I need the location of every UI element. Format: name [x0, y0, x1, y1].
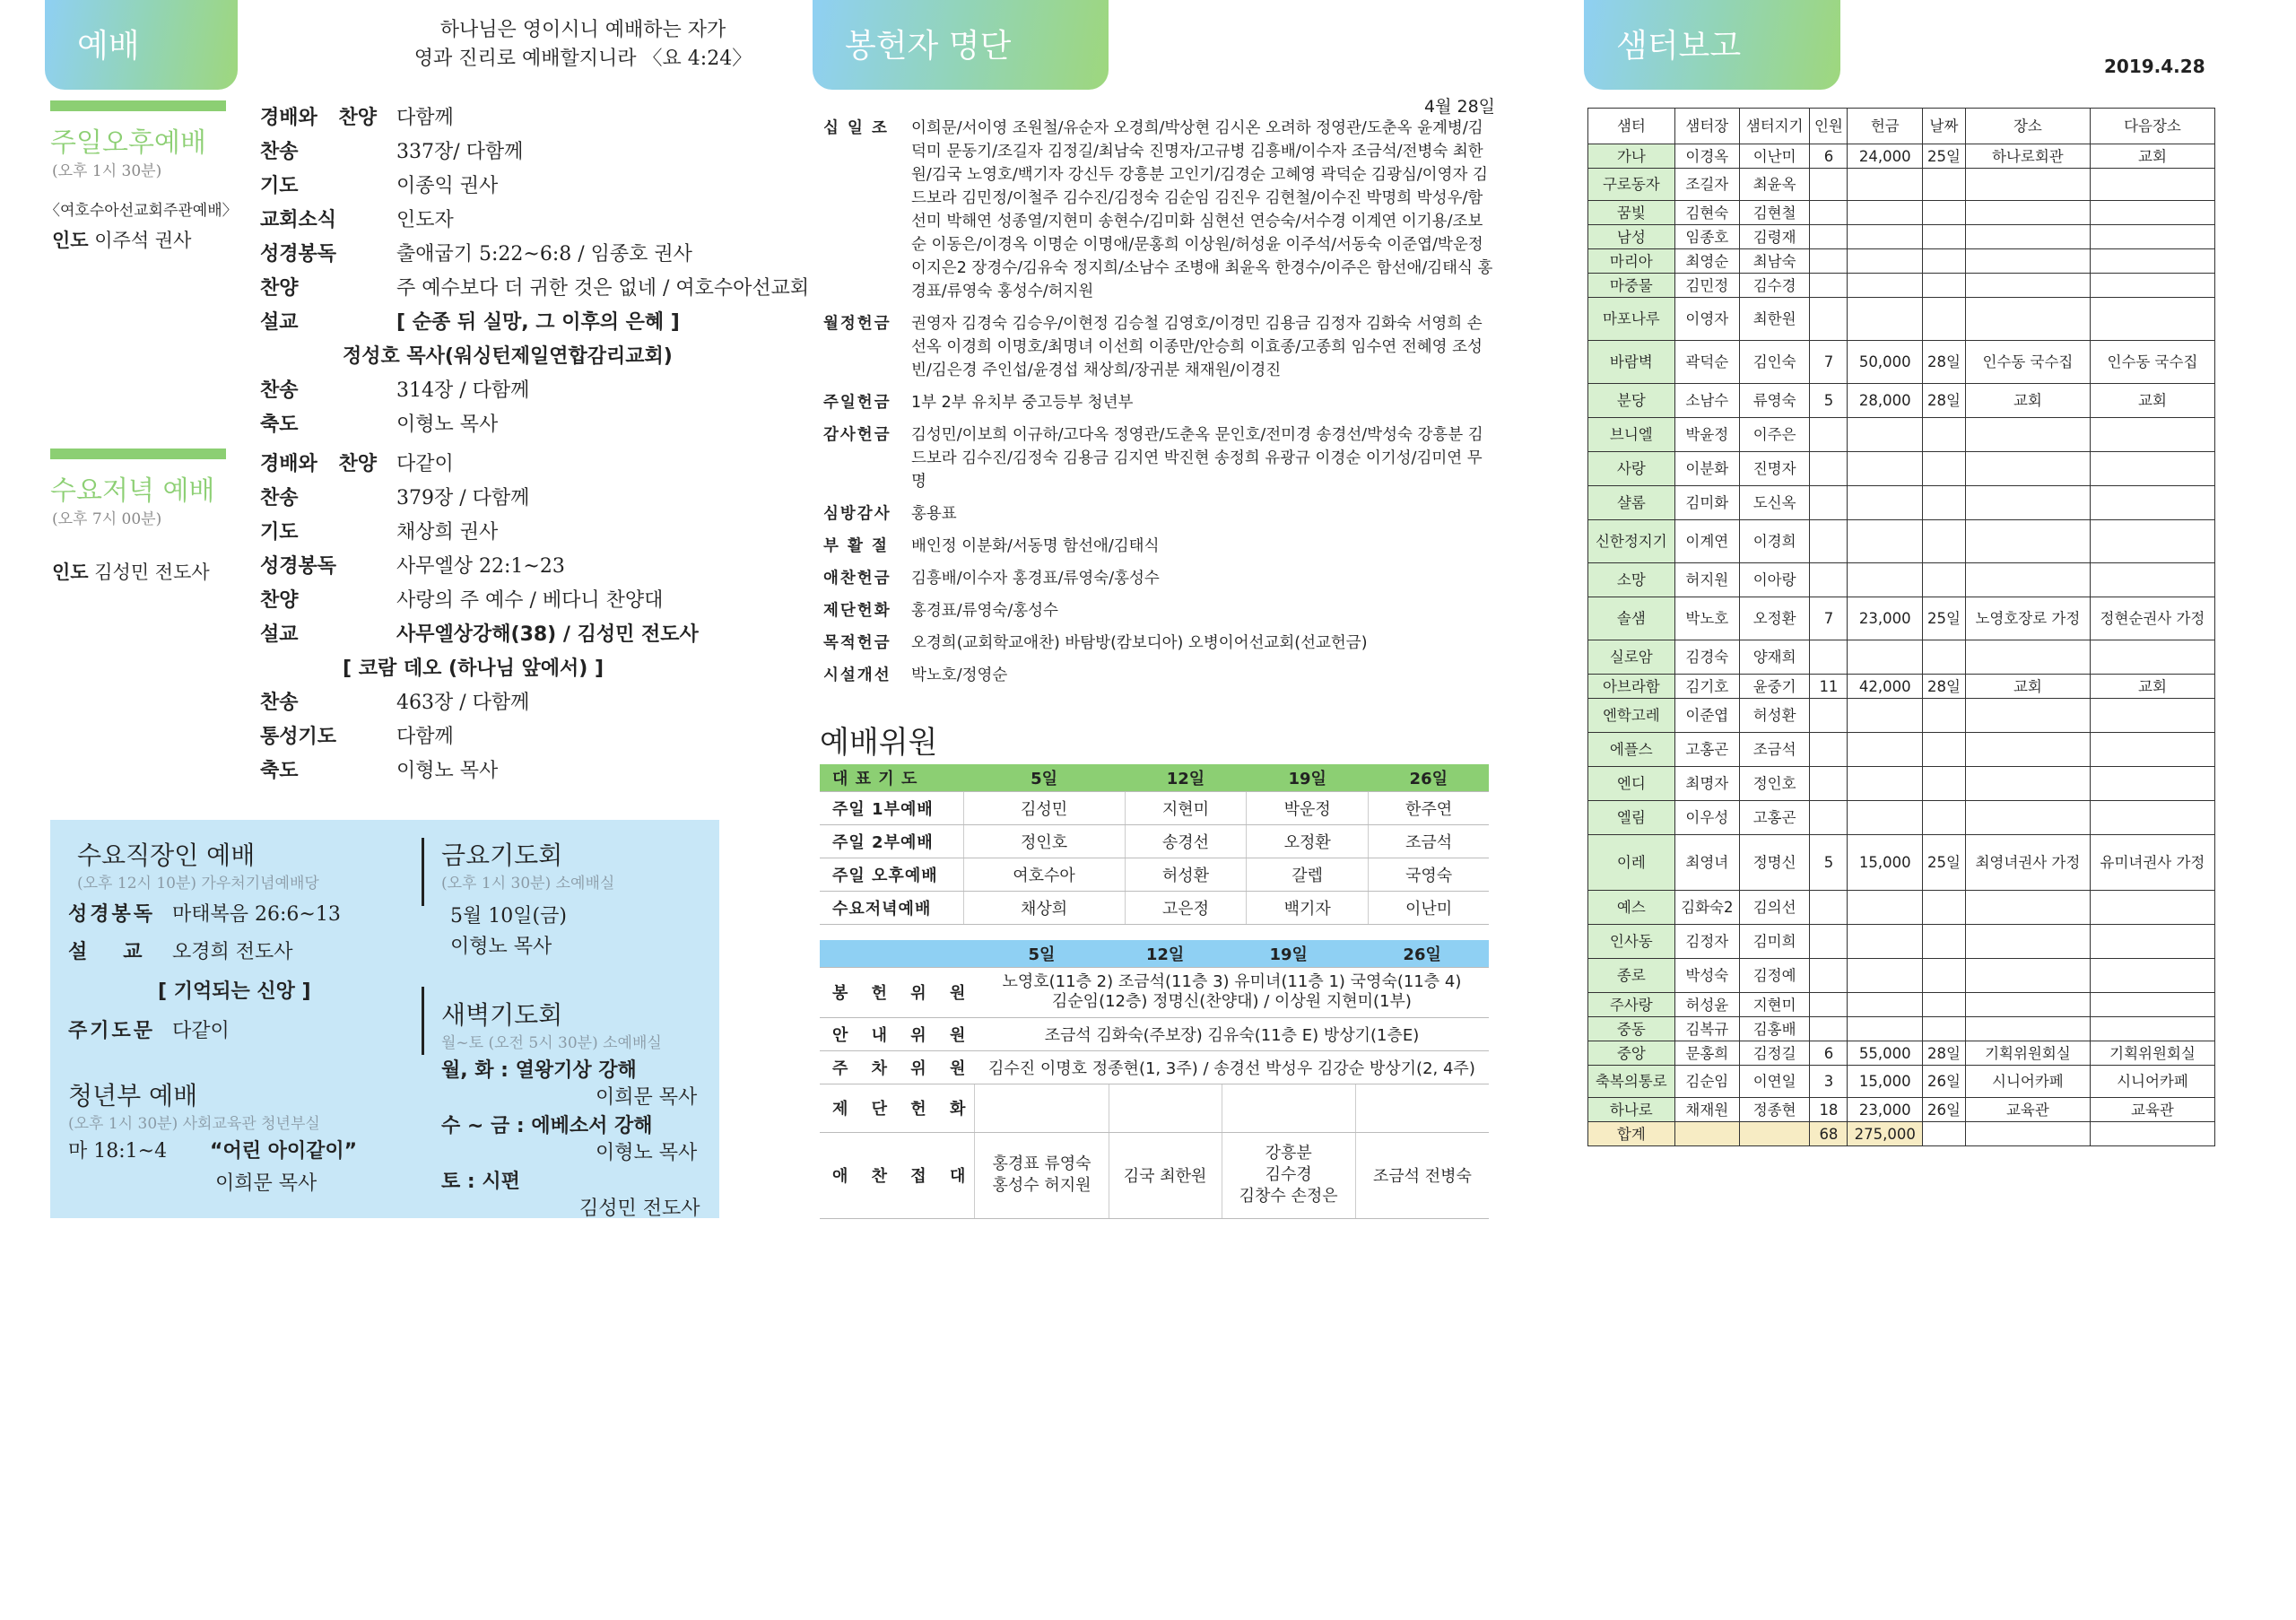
order-row [260, 649, 699, 684]
total-row: 합계 68 275,000 [1588, 1122, 2215, 1146]
table-row: 남성 임종호 김령재 [1588, 225, 2215, 249]
wed-work-title: 수요직장인 예배 [77, 840, 256, 870]
order-row [260, 684, 699, 718]
table-row: 하나로 채재원 정종현 18 23,000 26일 교육관 교육관 [1588, 1098, 2215, 1122]
order-row [260, 269, 809, 303]
table-row: 안 내 위 원 조금석 김화숙(주보장) 김유숙(11층 E) 방상기(1층E) [820, 1017, 1489, 1050]
order-value: [ 코람 데오 (하나님 앞에서) ] [343, 657, 604, 680]
offering-row: 제단헌화 홍경표/류영숙/홍성수 [823, 602, 1058, 620]
dawn-line-1-preacher: 이희문 목사 [596, 1086, 698, 1109]
dawn-line-3: 토 : 시편 [441, 1171, 520, 1193]
report-date: 2019.4.28 [2104, 56, 2205, 77]
order-value: 출애굽기 5:22~6:8 / 임종호 권사 [396, 242, 692, 266]
tab-servers: 봉헌자 명단 [813, 0, 1109, 90]
dawn-title: 새벽기도회 [441, 1000, 563, 1030]
order-value: 이종익 권사 [396, 174, 499, 197]
order-value: 463장 / 다함께 [396, 691, 530, 714]
order-label: 통성기도 [260, 725, 337, 748]
order-value: 사무엘상 22:1~23 [396, 554, 565, 578]
prayer-table [820, 764, 1489, 925]
order-value: 337장/ 다함께 [396, 140, 524, 163]
order-label: 찬송 [260, 140, 299, 163]
order-value: 주 예수보다 더 귀한 것은 없네 / 여호수아선교회 [396, 276, 810, 300]
table-row: 마리아 최영순 최남숙 [1588, 249, 2215, 274]
table-row: 주 차 위 원 김수진 이명호 정종현(1, 3주) / 송경선 박성우 김강순 방상기(2, 4주) [820, 1050, 1489, 1084]
table-row: 실로암 김경숙 양재희 [1588, 640, 2215, 675]
dawn-line-2-preacher: 이형노 목사 [596, 1142, 698, 1164]
duty-table [820, 940, 1489, 1219]
table-row: 주일 1부예배 김성민 지현미 박운정 한주연 [820, 791, 1489, 824]
wed-pm-order [260, 445, 699, 786]
offering-row: 부 활 절 배인정 이분화/서동명 함선애/김태식 [823, 537, 1160, 555]
table-row: 수요저녁예배 채상희 고은정 백기자 이난미 [820, 891, 1489, 924]
table-row: 브니엘 박윤정 이주은 [1588, 418, 2215, 452]
order-label: 찬양 [260, 588, 299, 612]
wed-work-theme: [ 기억되는 신앙 ] [158, 980, 311, 1003]
table-row: 꿈빛 김현숙 김현철 [1588, 201, 2215, 225]
order-label: 축도 [260, 413, 299, 436]
dawn-line-1: 월, 화 : 열왕기상 강해 [441, 1059, 637, 1082]
sunday-pm-order [260, 99, 809, 440]
order-label: 교회소식 [260, 208, 337, 231]
table-row: 엘림 이우성 고홍곤 [1588, 801, 2215, 835]
table-row: 분당 소남수 류영숙 5 28,000 28일 교회 교회 [1588, 384, 2215, 418]
offer-line-2: 김순임(12층) 정명신(찬양대) / 이상원 지현미(1부) [1051, 992, 1412, 1011]
dawn-line-3-preacher: 김성민 전도사 [579, 1198, 700, 1220]
green-bar [50, 449, 226, 459]
wed-work-prayer: 주기도문 다같이 [68, 1020, 230, 1042]
order-row [260, 581, 699, 615]
order-value: 379장 / 다함께 [396, 486, 530, 510]
order-row [260, 615, 699, 649]
table-row: 엔디 최명자 정인호 [1588, 767, 2215, 801]
table-row: 마중물 김민정 김수경 [1588, 274, 2215, 298]
order-value: 다함께 [396, 725, 454, 748]
prayer-table-header: 대 표 기 도 5일 12일 19일 26일 [820, 764, 1489, 791]
committee-title: 예배위원 [820, 725, 938, 761]
table-row: 종로 박성숙 김정예 [1588, 959, 2215, 993]
sunday-pm-note: 〈여호수아선교회주관예배〉 [45, 202, 238, 220]
report-table-header: 샘터 샘터장 샘터지기 인원 헌금 날짜 장소 다음장소 [1588, 109, 2215, 144]
offering-row: 애찬헌금 김흥배/이수자 홍경표/류영숙/홍성수 [823, 570, 1160, 588]
offering-row: 목적헌금 오경희(교회학교애찬) 바탐방(캄보디아) 오병이어선교회(선교헌금) [823, 634, 1368, 652]
order-row [260, 405, 809, 440]
table-row: 이레 최영녀 정명신 5 15,000 25일 최영녀권사 가정 유미녀권사 가정 [1588, 835, 2215, 891]
order-label: 기도 [260, 174, 299, 197]
youth-preacher: 이희문 목사 [215, 1172, 317, 1195]
order-label: 축도 [260, 759, 299, 782]
divider [422, 987, 424, 1055]
offering-row: 십 일 조 이희문/서이영 조원철/유순자 오경희/박상현 김시온 오려하 정영관/도춘옥 윤계병/김덕미 문동기/조길자 김정길/최남숙 진명자/고규병 김흥배/이수자 조금석/전병숙 최한원/김국 노영호/백기자 강신두 강흥분 고인기/김경순 고혜영 곽덕순 김광심/이영자 김드보라 김민정/이철주 김수진/김정숙 김순임 김진우 김현철/이수진 박명희 박성우/함선미 박해연 성종열/지현미 송현수/김미화 심현선 연승숙/서수경 이계연 이기용/조보순 이동은/이경옥 이명순 이명애/문홍희 이상원/허성윤 이주석/서동숙 이준엽/박운정 이지은2 장경수/김유숙 정지희/소남수 조병애 최윤옥 한경수/이주은 함선애/김태식 홍경표/류영숙 홍성수/허지원 [823, 119, 1493, 300]
order-label: 찬송 [260, 691, 299, 714]
youth-title: 청년부 예배 [68, 1081, 198, 1110]
order-label: 성경봉독 [260, 242, 337, 266]
table-row: 사랑 이분화 진명자 [1588, 452, 2215, 486]
order-value: [ 순종 뒤 실망, 그 이후의 은혜 ] [396, 310, 680, 334]
order-row [260, 167, 809, 201]
table-row: 중동 김복규 김홍배 [1588, 1017, 2215, 1041]
order-value: 인도자 [396, 208, 454, 231]
offering-row: 시설개선 박노호/정영순 [823, 666, 1008, 684]
order-row [260, 371, 809, 405]
offer-line-1: 노영호(11층 2) 조금석(11층 3) 유미녀(11층 1) 국영숙(11층 4) [1002, 972, 1462, 991]
table-row: 애 찬 접 대 홍경표 류영숙 홍성수 허지원 김국 최한원 강흥분 김수경 김창수 손정은 조금석 전병숙 [820, 1132, 1489, 1218]
wed-pm-time: (오후 7시 00분) [52, 510, 162, 528]
order-row [260, 235, 809, 269]
wed-work-reading: 성경봉독 마태복음 26:6~13 [68, 903, 341, 926]
order-value: 다함께 [396, 106, 454, 129]
order-value: 사랑의 주 예수 / 베다니 찬양대 [396, 588, 664, 612]
order-row [260, 513, 699, 547]
order-row [260, 133, 809, 167]
order-row [260, 718, 699, 752]
table-row: 아브라함 김기호 윤중기 11 42,000 28일 교회 교회 [1588, 675, 2215, 699]
order-label: 찬송 [260, 379, 299, 402]
table-row: 구로동자 조길자 최윤옥 [1588, 169, 2215, 201]
order-value: 정성호 목사(워싱턴제일연합감리교회) [343, 344, 673, 368]
table-row: 마포나루 이영자 최한원 [1588, 298, 2215, 341]
usher-cell: 조금석 김화숙(주보장) 김유숙(11층 E) 방상기(1층E) [975, 1017, 1489, 1050]
order-label: 경배와 찬양 [260, 452, 377, 475]
table-row: 소망 허지원 이아랑 [1588, 563, 2215, 597]
order-label: 찬양 [260, 276, 299, 300]
order-row [260, 99, 809, 133]
order-label: 성경봉독 [260, 554, 337, 578]
dawn-time: 월~토 (오전 5시 30분) 소예배실 [441, 1034, 662, 1052]
table-row: 가나 이경옥 이난미 6 24,000 25일 하나로회관 교회 [1588, 144, 2215, 169]
youth-time: (오후 1시 30분) 사회교육관 청년부실 [68, 1115, 320, 1133]
sunday-pm-time: (오후 1시 30분) [52, 162, 162, 180]
table-row: 인사동 김정자 김미희 [1588, 925, 2215, 959]
table-row: 엔학고레 이준엽 허성환 [1588, 699, 2215, 733]
order-row [260, 445, 699, 479]
order-value: 사무엘상강해(38) / 김성민 전도사 [396, 623, 699, 646]
duty-table-header: 5일 12일 19일 26일 [820, 940, 1489, 967]
order-row [260, 337, 809, 371]
table-row: 중앙 문홍희 김정길 6 55,000 28일 기획위원회실 기획위원회실 [1588, 1041, 2215, 1066]
divider [422, 838, 424, 906]
table-row: 봉 헌 위 원 노영호(11층 2) 조금석(11층 3) 유미녀(11층 1) 국영숙(11층 4) 김순임(12층) 정명신(찬양대) / 이상원 지현미(1부) [820, 967, 1489, 1017]
wed-pm-title: 수요저녁 예배 [50, 475, 215, 507]
table-row: 주사랑 허성윤 지현미 [1588, 993, 2215, 1017]
offering-row: 월정헌금 권영자 김경숙 김승우/이현정 김승철 김영호/이경민 김용금 김정자 김화숙 서영희 손선옥 이경희 이명호/최명녀 이선희 이종만/안승희 이효종/고종희 임수연 전혜영 조성빈/김은경 주인섭/윤경섭 채상희/장귀분 채재원/이경진 [823, 315, 1483, 379]
offering-row: 감사헌금 김성민/이보희 이규하/고다옥 정영관/도춘옥 문인호/전미경 송경선/박성숙 강흥분 김드보라 김수진/김정숙 김용금 김지연 박진현 송정희 유광규 이경순 이기성/김미연 무명 [823, 426, 1483, 491]
order-value: 이형노 목사 [396, 413, 499, 436]
verse: 하나님은 영이시니 예배하는 자가 영과 진리로 예배할지니라 〈요 4:24〉 [413, 19, 752, 70]
offering-row: 주일헌금 1부 2부 유치부 중고등부 청년부 [823, 394, 1134, 412]
order-row [260, 752, 699, 786]
table-row: 에플스 고홍곤 조금석 [1588, 733, 2215, 767]
order-label: 설교 [260, 310, 299, 334]
table-row: 제 단 헌 화 [820, 1084, 1489, 1132]
table-row: 예스 김화숙2 김의선 [1588, 891, 2215, 925]
table-row: 주일 2부예배 정인호 송경선 오정환 조금석 [820, 824, 1489, 858]
order-value: 314장 / 다함께 [396, 379, 530, 402]
order-row [260, 201, 809, 235]
table-row: 샬롬 김미화 도신옥 [1588, 486, 2215, 520]
friday-title: 금요기도회 [441, 840, 563, 870]
small-services-box [50, 820, 719, 1218]
sunday-pm-title: 주일오후예배 [50, 127, 206, 159]
table-row: 솔샘 박노호 오정환 7 23,000 25일 노영호장로 가정 정현순권사 가정 [1588, 597, 2215, 640]
youth-theme: “어린 아이같이” [210, 1140, 358, 1163]
order-label: 설교 [260, 623, 299, 646]
order-label: 찬송 [260, 486, 299, 510]
table-row: 주일 오후예배 여호수아 허성환 갈렙 국영숙 [820, 858, 1489, 891]
friday-leader: 이형노 목사 [450, 936, 552, 958]
order-row [260, 303, 809, 337]
wed-pm-leader: 인도 김성민 전도사 [52, 562, 210, 583]
offering-list [823, 117, 1496, 696]
order-label: 기도 [260, 520, 299, 544]
order-value: 이형노 목사 [396, 759, 499, 782]
dawn-line-2: 수 ~ 금 : 에베소서 강해 [441, 1115, 653, 1137]
tab-report: 샘터보고 [1584, 0, 1840, 90]
green-bar [50, 100, 226, 111]
report-table [1587, 108, 2215, 1146]
friday-time: (오후 1시 30분) 소예배실 [441, 875, 615, 893]
sunday-pm-leader: 인도 이주석 권사 [52, 230, 192, 251]
wed-work-sermon: 설교오경희 전도사 [68, 941, 293, 963]
order-value: 다같이 [396, 452, 454, 475]
order-label: 경배와 찬양 [260, 106, 377, 129]
offering-date: 4월 28일 [1424, 97, 1496, 117]
order-row [260, 479, 699, 513]
table-row: 신한정지기 이계연 이경희 [1588, 520, 2215, 563]
order-row [260, 547, 699, 581]
order-value: 채상희 권사 [396, 520, 499, 544]
table-row: 바람벽 곽덕순 김인숙 7 50,000 28일 인수동 국수집 인수동 국수집 [1588, 341, 2215, 384]
parking-cell: 김수진 이명호 정종현(1, 3주) / 송경선 박성우 김강순 방상기(2, 4주) [975, 1050, 1489, 1084]
table-row: 축복의통로 김순임 이연일 3 15,000 26일 시니어카페 시니어카페 [1588, 1066, 2215, 1098]
wed-work-time: (오후 12시 10분) 가우처기념예배당 [77, 875, 319, 893]
tab-worship: 예배 [45, 0, 238, 90]
offering-row: 심방감사 홍용표 [823, 505, 957, 523]
friday-date: 5월 10일(금) [450, 905, 567, 928]
youth-verse: 마 18:1~4 [68, 1140, 168, 1163]
